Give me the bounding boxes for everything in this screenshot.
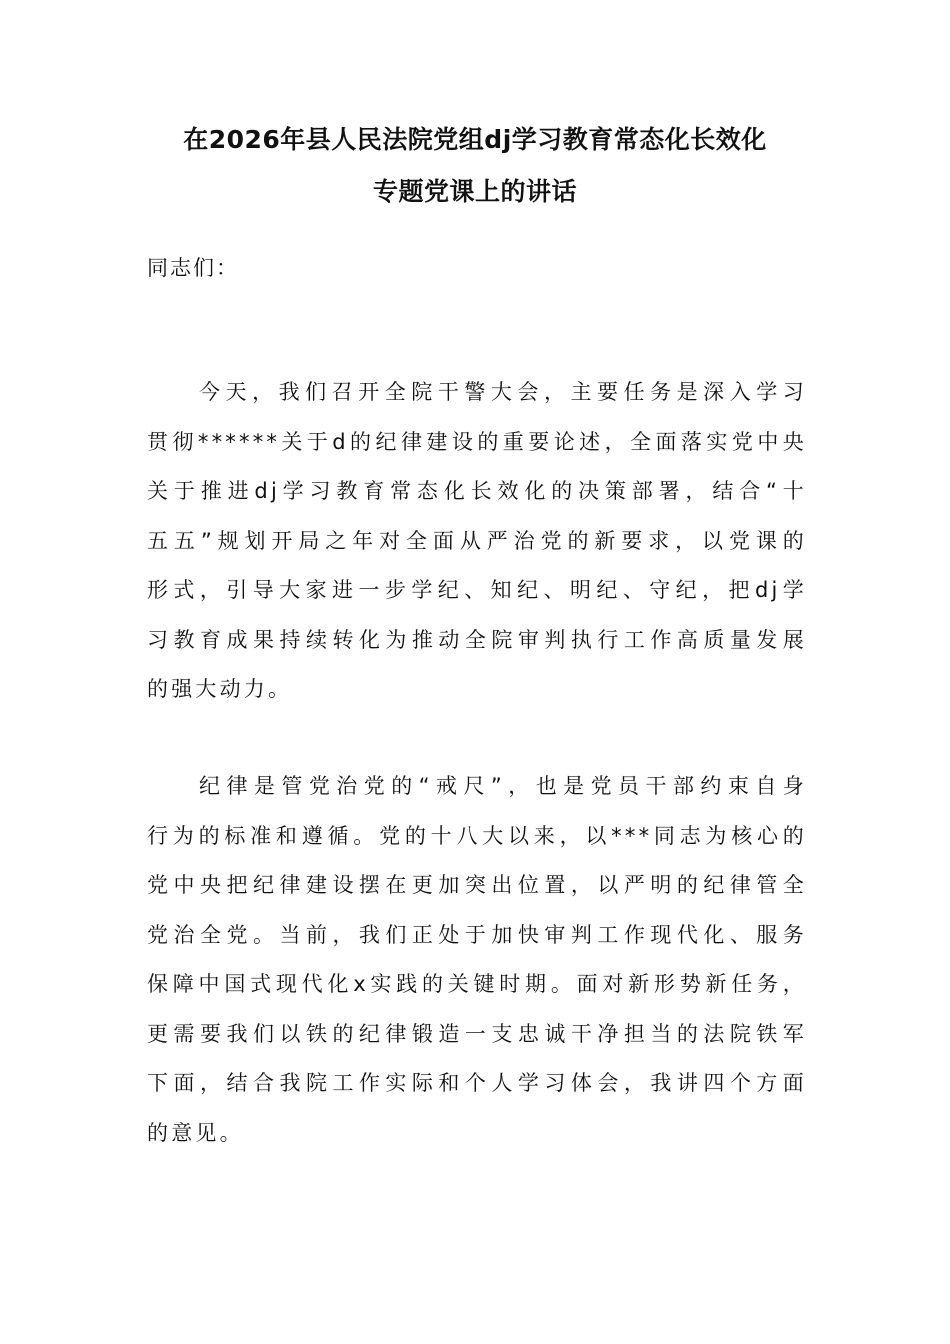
paragraph-line: 更需要我们以铁的纪律锻造一支忠诚干净担当的法院铁军 [147, 1021, 807, 1046]
document-title-line-2: 专题党课上的讲话 [372, 177, 577, 206]
paragraph-2 [147, 762, 807, 1158]
paragraph-line: 关于推进dj学习教育常态化长效化的决策部署，结合“十 [147, 479, 807, 503]
document-title-line-1: 在2026年县人民法院党组dj学习教育常态化长效化 [183, 125, 767, 154]
paragraph-line: 习教育成果持续转化为推动全院审判执行工作高质量发展 [147, 627, 807, 652]
paragraph-line: 下面，结合我院工作实际和个人学习体会，我讲四个方面 [147, 1071, 807, 1095]
paragraph-line: 纪律是管党治党的“戒尺”，也是党员干部约束自身 [199, 774, 807, 798]
paragraph-line: 保障中国式现代化x实践的关键时期。面对新形势新任务， [147, 972, 807, 996]
paragraph-line: 贯彻******关于d的纪律建设的重要论述，全面落实党中央 [147, 429, 807, 454]
paragraph-line: 形式，引导大家进一步学纪、知纪、明纪、守纪，把dj学 [147, 578, 807, 602]
paragraph-line: 今天，我们召开全院干警大会，主要任务是深入学习 [199, 380, 807, 404]
paragraph-line: 党中央把纪律建设摆在更加突出位置，以严明的纪律管全 [147, 873, 807, 897]
paragraph-1 [147, 368, 807, 715]
paragraph-line: 的意见。 [147, 1120, 244, 1145]
salutation: 同志们： [147, 256, 239, 280]
paragraph-line: 党治全党。当前，我们正处于加快审判工作现代化、服务 [147, 922, 807, 947]
paragraph-line: 行为的标准和遵循。党的十八大以来，以***同志为核心的 [147, 823, 807, 848]
paragraph-line: 五五”规划开局之年对全面从严治党的新要求，以党课的 [147, 528, 807, 553]
paragraph-line: 的强大动力。 [147, 677, 293, 701]
